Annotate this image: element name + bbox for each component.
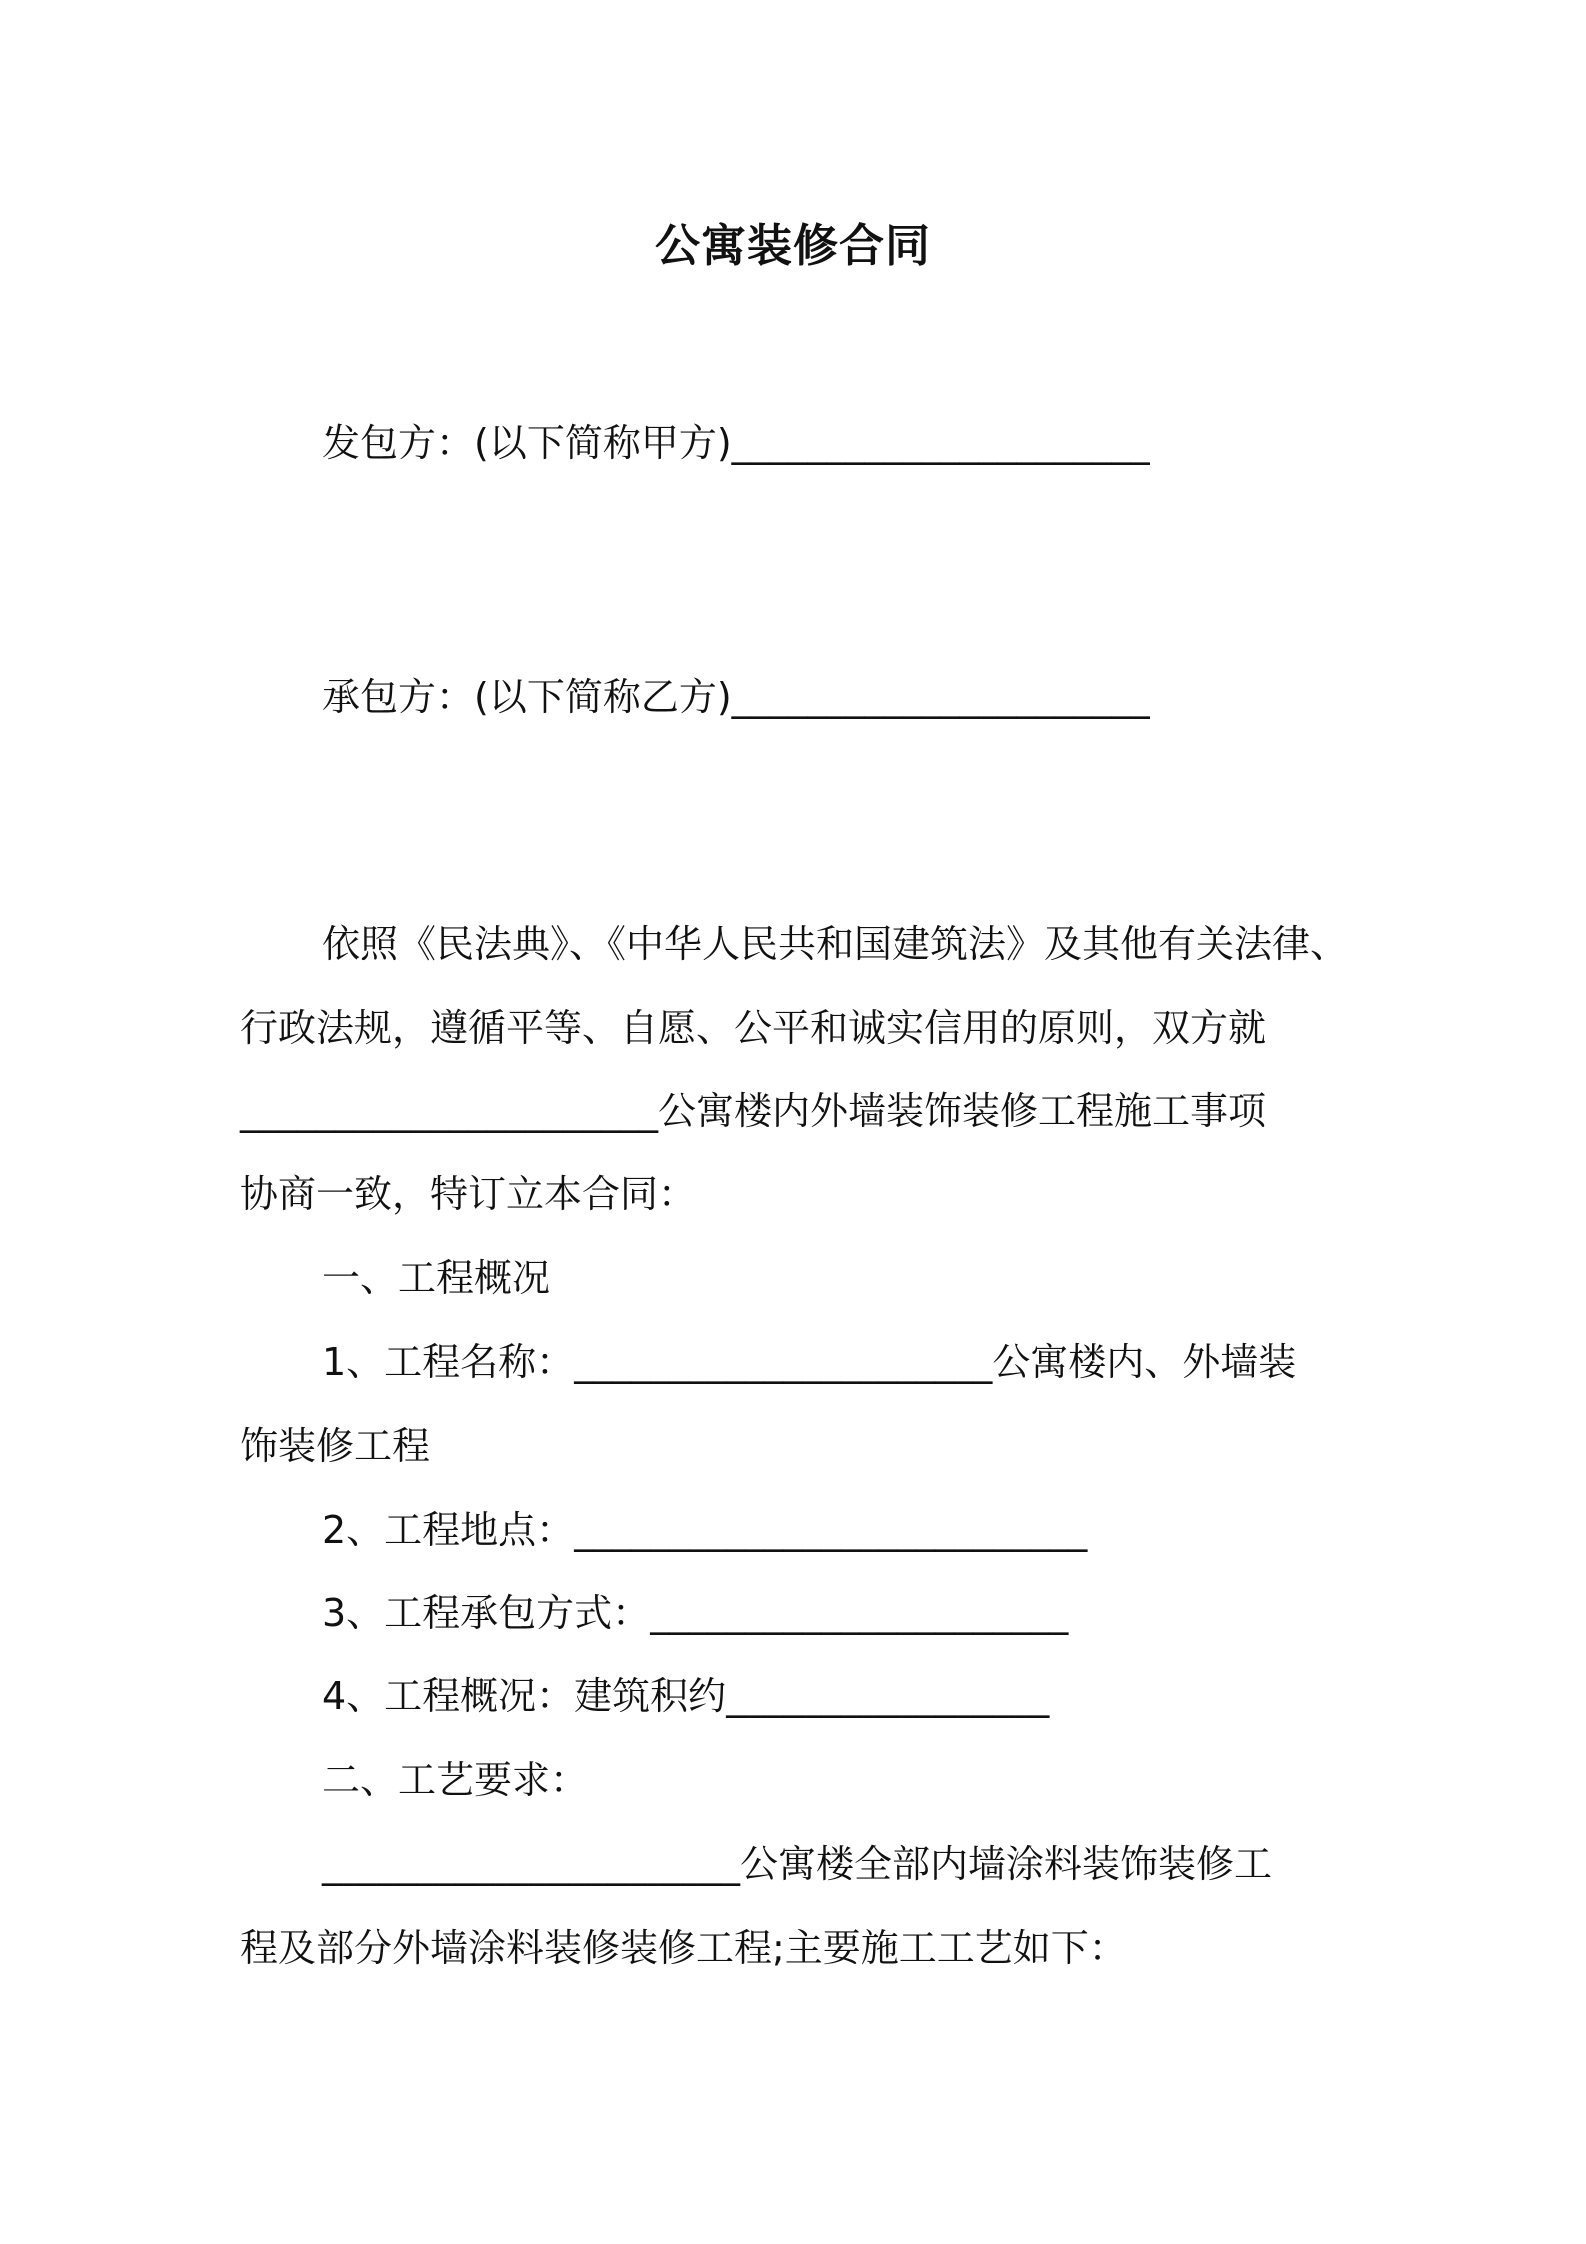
document-title: 公寓装修合同: [654, 219, 931, 272]
section-2-blank: ______________________: [322, 1842, 740, 1886]
preamble-line-4: 协商一致，特订立本合同：: [240, 1172, 697, 1216]
section-2-line-1: [322, 1836, 1362, 1892]
preamble-line-2: 行政法规，遵循平等、自愿、公平和诚实信用的原则，双方就: [240, 1006, 1267, 1050]
party-b-line: [322, 669, 1362, 725]
party-a-label: 发包方：(以下简称甲方): [322, 421, 732, 465]
item-1-text: 公寓楼内、外墙装: [992, 1340, 1297, 1384]
section-1-heading: 一、工程概况: [322, 1256, 551, 1300]
project-name-blank: ______________________: [240, 1089, 658, 1133]
preamble-line-1: 依照《民法典》、《中华人民共和国建筑法》及其他有关法律、: [322, 922, 1349, 966]
item-1-blank: ______________________: [574, 1340, 993, 1384]
preamble-line-3-text: 公寓楼内外墙装饰装修工程施工事项: [658, 1089, 1267, 1133]
item-3-blank: ______________________: [650, 1591, 1069, 1635]
item-3-line: [322, 1585, 1362, 1641]
item-2-blank: ___________________________: [574, 1508, 1088, 1552]
item-4-blank: _________________: [726, 1674, 1050, 1718]
item-3-label: 3、工程承包方式：: [322, 1591, 651, 1635]
party-a-blank: ______________________: [731, 421, 1150, 465]
item-1-continuation: 饰装修工程: [240, 1424, 431, 1468]
item-4-label: 4、工程概况：建筑积约: [322, 1674, 727, 1718]
party-b-label: 承包方：(以下简称乙方): [322, 675, 732, 719]
section-2-line-1-text: 公寓楼全部内墙涂料装饰装修工: [740, 1842, 1273, 1886]
item-1-label: 1、工程名称：: [322, 1340, 575, 1384]
item-2-label: 2、工程地点：: [322, 1508, 575, 1552]
preamble-line-3: [240, 1083, 1360, 1139]
item-2-line: [322, 1502, 1362, 1558]
section-2-heading: 二、工艺要求：: [322, 1758, 589, 1802]
party-b-blank: ______________________: [731, 675, 1150, 719]
item-4-line: [322, 1668, 1362, 1724]
party-a-line: [322, 415, 1362, 471]
item-1-line: [322, 1334, 1362, 1390]
section-2-line-2: 程及部分外墙涂料装修装修工程;主要施工工艺如下：: [240, 1926, 1127, 1970]
